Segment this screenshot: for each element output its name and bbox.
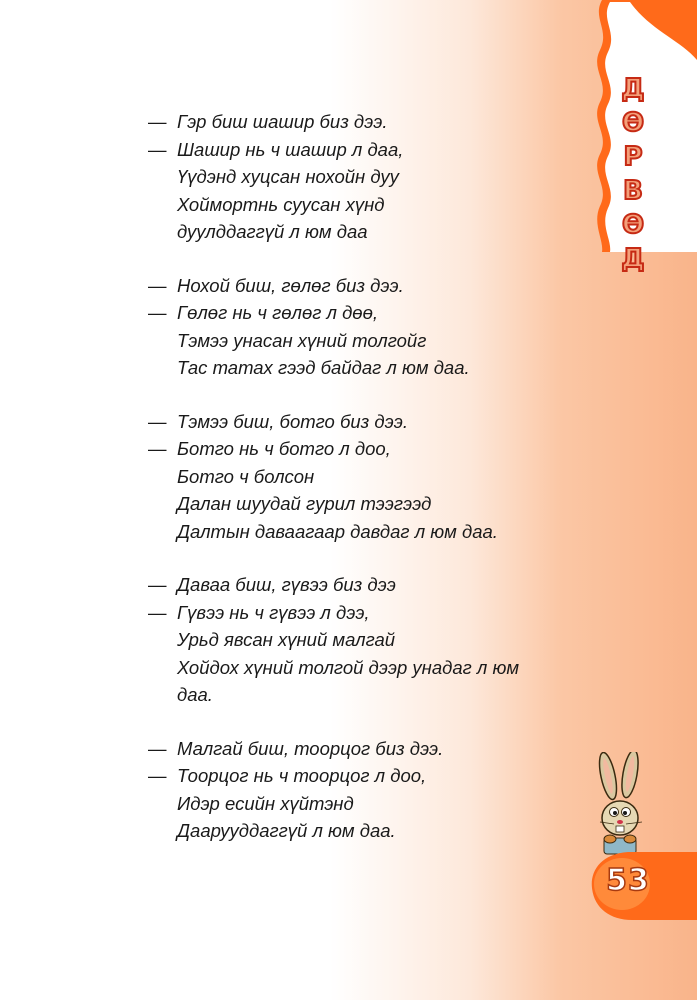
poem-line-text: Ботго нь ч ботго л доо,: [177, 438, 391, 459]
poem-line: [148, 299, 588, 327]
chapter-letter: В: [623, 176, 643, 206]
poem-line: [148, 681, 588, 709]
poem-line: [148, 817, 588, 845]
poem-line: [148, 762, 588, 790]
poem-line: [148, 108, 588, 136]
chapter-letter: Р: [623, 142, 643, 172]
poem-line: [148, 136, 588, 164]
page-number: 53: [606, 863, 650, 898]
poem-line: [148, 408, 588, 436]
dialogue-dash: —: [148, 302, 167, 323]
poem-line: [148, 490, 588, 518]
poem-line: [148, 163, 588, 191]
poem-line: [148, 191, 588, 219]
dialogue-dash: —: [148, 111, 167, 132]
chapter-letter: Д: [621, 244, 645, 274]
dialogue-dash: —: [148, 574, 167, 595]
dialogue-dash: —: [148, 138, 167, 160]
poem-line: [148, 327, 588, 355]
poem-line: [148, 626, 588, 654]
poem-line-text: Шашир нь ч шашир л даа,: [177, 138, 404, 160]
dialogue-dash: —: [148, 410, 167, 432]
dialogue-dash: —: [148, 438, 167, 459]
dialogue-dash: —: [148, 601, 167, 623]
poem-stanza: [148, 408, 588, 546]
poem-stanza: [148, 571, 588, 709]
poem-stanza: [148, 108, 588, 246]
dialogue-dash: —: [148, 737, 167, 759]
poem-line: [148, 571, 588, 599]
poem-line: [148, 272, 588, 300]
poem-line-text: Хоймортнь суусан хүнд: [177, 193, 385, 215]
poem-line: [148, 790, 588, 818]
poem-line: [148, 735, 588, 763]
poem-body: [148, 108, 588, 871]
poem-line-text: Нохой биш, гөлөг биз дээ.: [177, 274, 404, 296]
chapter-letter: Ө: [621, 108, 645, 138]
poem-line-text: Идэр есийн хүйтэнд: [177, 792, 354, 814]
chapter-letter: Ө: [621, 210, 645, 240]
dialogue-dash: —: [148, 765, 167, 786]
poem-line-text: Тэмээ унасан хүний толгойг: [177, 329, 427, 351]
poem-line: [148, 463, 588, 491]
poem-line-text: Тэмээ биш, ботго биз дээ.: [177, 410, 408, 432]
poem-line: [148, 218, 588, 246]
poem-line: [148, 518, 588, 546]
poem-line-text: Малгай биш, тоорцог биз дээ.: [177, 737, 444, 759]
poem-line-text: Даарууддаггүй л юм даа.: [177, 820, 396, 841]
poem-line-text: Гөлөг нь ч гөлөг л дөө,: [177, 302, 379, 323]
poem-line-text: Хойдох хүний толгой дээр унадаг л юм: [177, 656, 520, 678]
poem-line: [148, 354, 588, 382]
poem-line-text: Далан шуудай гурил тээгээд: [177, 493, 432, 514]
dialogue-dash: —: [148, 274, 167, 296]
poem-line-text: Урьд явсан хүний малгай: [177, 629, 396, 650]
poem-line-text: Даваа биш, гүвээ биз дээ: [177, 574, 396, 595]
poem-stanza: [148, 272, 588, 382]
poem-line-text: Үүдэнд хуцсан нохойн дуу: [177, 166, 399, 187]
poem-line: [148, 435, 588, 463]
poem-line-text: Тас татах гээд байдаг л юм даа.: [177, 357, 470, 378]
chapter-title: [610, 72, 656, 276]
poem-line-text: Гэр биш шашир биз дээ.: [177, 111, 388, 132]
poem-line: [148, 599, 588, 627]
chapter-letter: Д: [621, 74, 645, 104]
poem-line-text: Далтын даваагаар давдаг л юм даа.: [177, 520, 498, 542]
rabbit-icon: [592, 752, 648, 856]
poem-line-text: Гүвээ нь ч гүвээ л дээ,: [177, 601, 370, 623]
poem-line-text: дуулддаггүй л юм даа: [177, 221, 368, 242]
poem-line: [148, 654, 588, 682]
poem-line-text: Тоорцог нь ч тоорцог л доо,: [177, 765, 427, 786]
poem-line-text: даа.: [177, 684, 213, 705]
poem-stanza: [148, 735, 588, 845]
poem-line-text: Ботго ч болсон: [177, 465, 315, 487]
